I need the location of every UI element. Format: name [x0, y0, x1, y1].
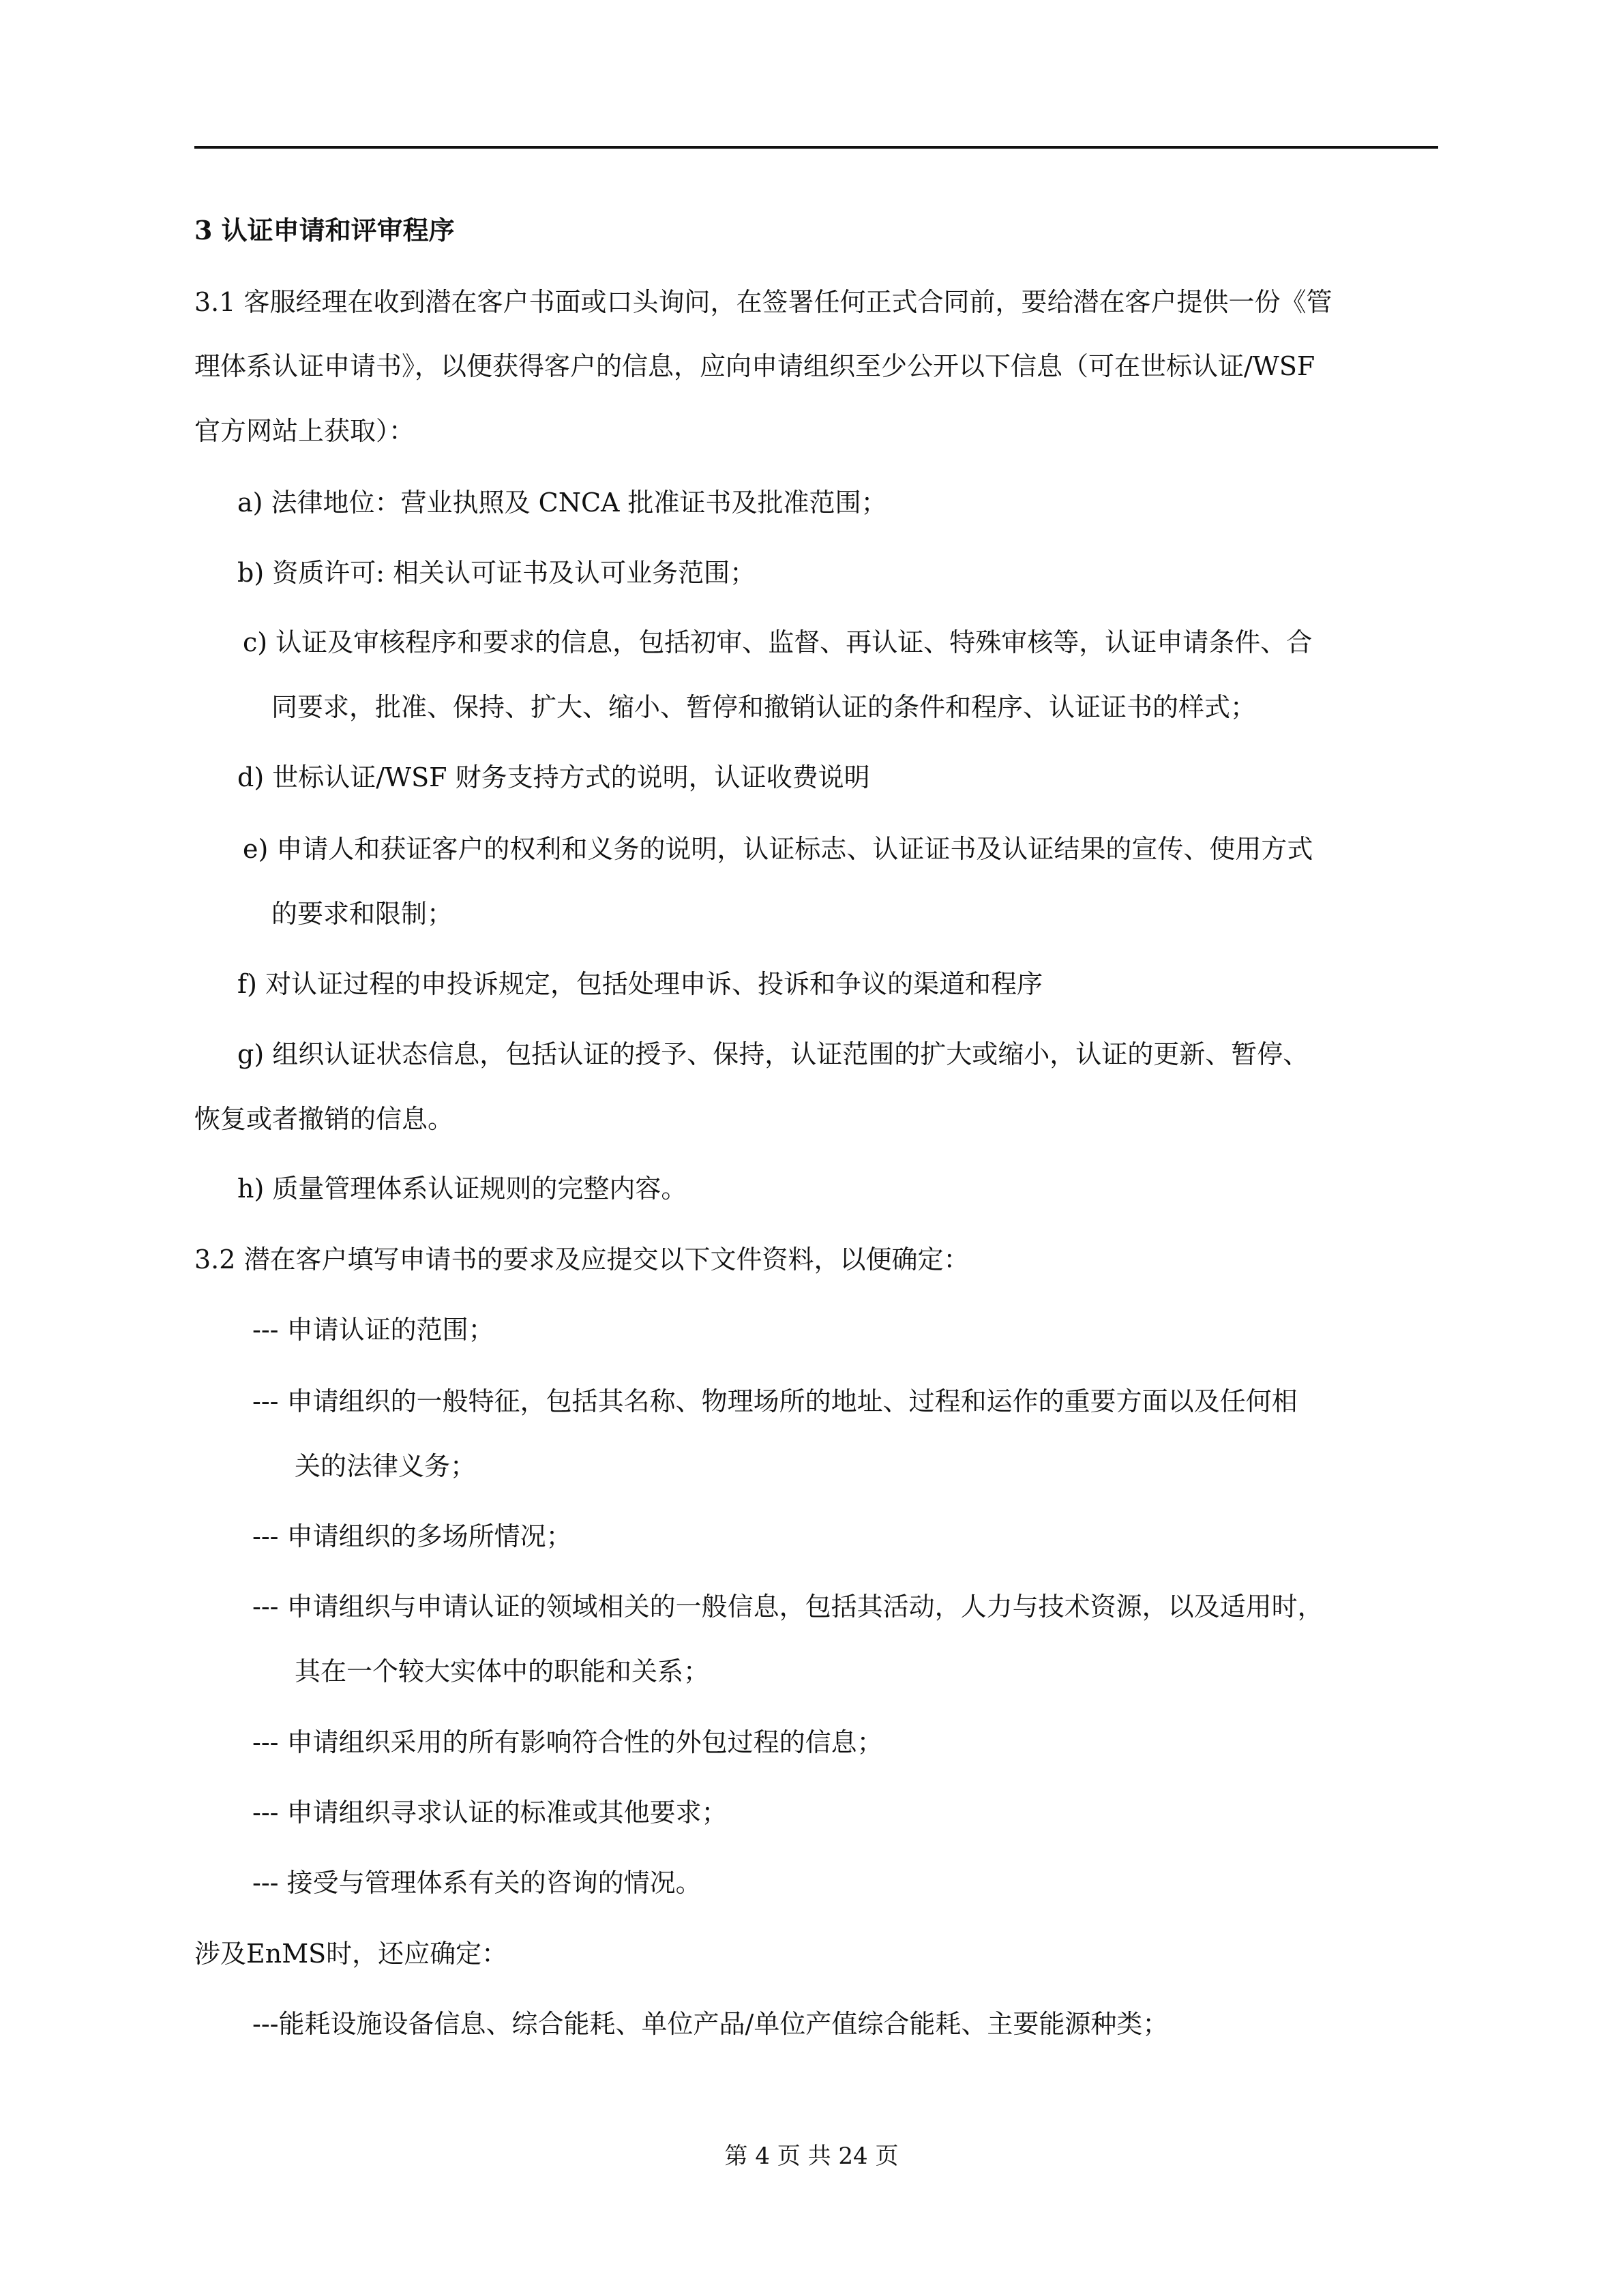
list-item-a: a) 法律地位：营业执照及 CNCA 批准证书及批准范围； [237, 488, 887, 518]
list-item-d: d) 世标认证/WSF 财务支持方式的说明，认证收费说明 [237, 762, 870, 792]
list-item-e-line-2: 的要求和限制； [271, 899, 453, 929]
enms-intro: 涉及EnMS时，还应确定： [194, 1939, 508, 1969]
list-item-e-line-1: e) 申请人和获证客户的权利和义务的说明，认证标志、认证证书及认证结果的宣传、使用方式 [243, 834, 1313, 864]
dash-item-2-line-1: --- 申请组织的一般特征，包括其名称、物理场所的地址、过程和运作的重要方面以及任何相 [252, 1386, 1298, 1416]
list-item-g-line-2: 恢复或者撤销的信息。 [194, 1104, 454, 1134]
list-item-h: h) 质量管理体系认证规则的完整内容。 [237, 1174, 687, 1204]
header-rule [194, 146, 1438, 149]
list-item-b: b) 资质许可: 相关认可证书及认可业务范围； [237, 558, 756, 588]
paragraph-3-1-line-2: 理体系认证申请书》，以便获得客户的信息，应向申请组织至少公开以下信息（可在世标认证/WSF [194, 351, 1315, 381]
dash-item-1: --- 申请认证的范围； [252, 1315, 494, 1345]
dash-item-4-line-1: --- 申请组织与申请认证的领域相关的一般信息，包括其活动，人力与技术资源，以及适用时， [252, 1592, 1324, 1622]
page-number: 第 4 页 共 24 页 [724, 2143, 899, 2170]
paragraph-3-1-line-1: 3.1 客服经理在收到潜在客户书面或口头询问，在签署任何正式合同前，要给潜在客户提供一份《管 [194, 287, 1332, 317]
list-item-g-line-1: g) 组织认证状态信息，包括认证的授予、保持，认证范围的扩大或缩小，认证的更新、暂停、 [237, 1039, 1309, 1069]
dash-item-5: --- 申请组织采用的所有影响符合性的外包过程的信息； [252, 1727, 883, 1757]
section-heading: 3 认证申请和评审程序 [194, 215, 455, 245]
list-item-c-line-1: c) 认证及审核程序和要求的信息，包括初审、监督、再认证、特殊审核等，认证申请条件、合 [243, 627, 1313, 657]
dash-item-2-line-2: 关的法律义务； [295, 1451, 477, 1481]
paragraph-3-1-line-3: 官方网站上获取）： [194, 416, 415, 446]
dash-item-4-line-2: 其在一个较大实体中的职能和关系； [295, 1656, 710, 1686]
dash-item-3: --- 申请组织的多场所情况； [252, 1521, 572, 1551]
dash-item-7: --- 接受与管理体系有关的咨询的情况。 [252, 1868, 702, 1898]
list-item-f: f) 对认证过程的申投诉规定，包括处理申诉、投诉和争议的渠道和程序 [237, 969, 1043, 999]
enms-item: ---能耗设施设备信息、综合能耗、单位产品/单位产值综合能耗、主要能源种类； [252, 2009, 1169, 2039]
list-item-c-line-2: 同要求，批准、保持、扩大、缩小、暂停和撤销认证的条件和程序、认证证书的样式； [271, 692, 1257, 722]
dash-item-6: --- 申请组织寻求认证的标准或其他要求； [252, 1798, 728, 1828]
paragraph-3-2-intro: 3.2 潜在客户填写申请书的要求及应提交以下文件资料，以便确定： [194, 1244, 970, 1274]
